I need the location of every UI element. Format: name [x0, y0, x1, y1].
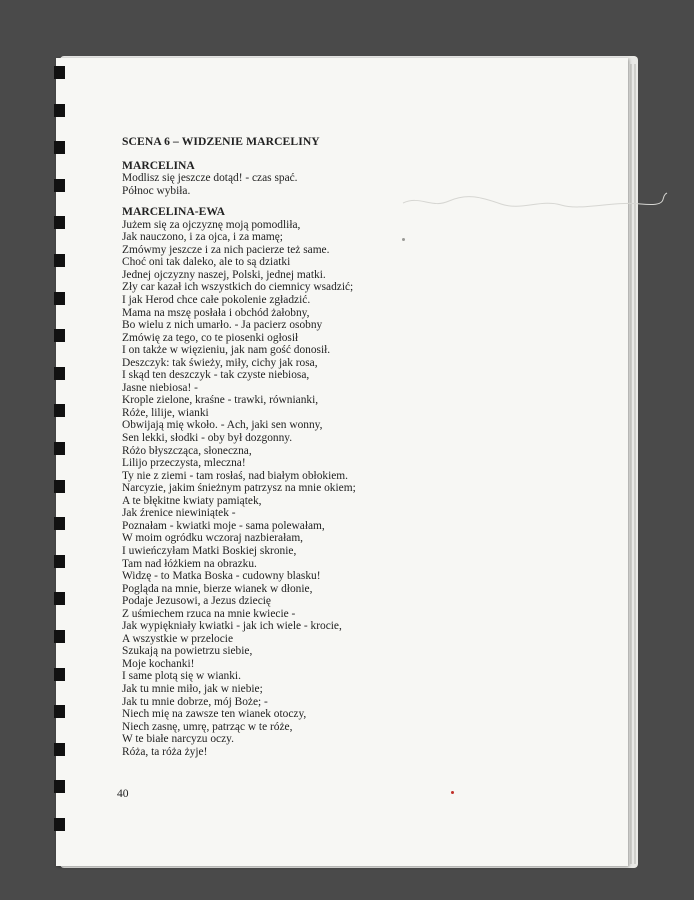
speaker-block	[122, 160, 562, 198]
verse-line: I uwieńczyłam Matki Boskiej skronie,	[122, 544, 297, 557]
verse-line: Ty nie z ziemi - tam rosłaś, nad białym obłokiem.	[122, 469, 349, 482]
verse-line: Pogląda na mnie, bierze wianek w dłonie,	[122, 582, 313, 595]
binding-hole	[54, 818, 65, 831]
page-edge	[634, 64, 636, 864]
binding-hole	[54, 480, 65, 493]
verse-line: Jednej ojczyzny naszej, Polski, jednej matki.	[122, 268, 326, 281]
verse-line: Róże, lilije, wianki	[122, 406, 209, 419]
verse-line: Jużem się za ojczyznę moją pomodliła,	[122, 218, 301, 231]
binding-hole	[54, 668, 65, 681]
binding-hole	[54, 780, 65, 793]
verse-line: Zmówię za tego, co te piosenki ogłosił	[122, 331, 299, 344]
document-content	[122, 136, 562, 767]
binding-hole	[54, 292, 65, 305]
verse-line: Narcyzie, jakim śnieżnym patrzysz na mnie okiem;	[122, 482, 356, 495]
verse-line: Lilijo przeczysta, mleczna!	[122, 457, 246, 470]
verse-line: Szukają na powietrzu siebie,	[122, 645, 253, 658]
page-edge	[630, 64, 632, 864]
verse-line: Widzę - to Matka Boska - cudowny blasku!	[122, 570, 321, 583]
binding-hole	[54, 705, 65, 718]
binding-hole	[54, 404, 65, 417]
verse-line: Tam nad łóżkiem na obrazku.	[122, 557, 257, 570]
verse-line: Z uśmiechem rzuca na mnie kwiecie -	[122, 607, 296, 620]
verse-line: Podaje Jezusowi, a Jezus dziecię	[122, 595, 271, 608]
verse-line: Modlisz się jeszcze dotąd! - czas spać.	[122, 172, 298, 185]
verse-line: A te błękitne kwiaty pamiątek,	[122, 494, 262, 507]
speaker-block	[122, 206, 562, 758]
binding-hole	[54, 254, 65, 267]
verse-line: Krople zielone, kraśne - trawki, równianki,	[122, 394, 319, 407]
verse-line: I on także w więzieniu, jak nam gość donosił.	[122, 344, 331, 357]
binding-hole	[54, 555, 65, 568]
verse-line: Jak tu mnie dobrze, mój Boże; -	[122, 695, 268, 708]
verse-line: I same plotą się w wianki.	[122, 670, 241, 683]
binding-hole	[54, 104, 65, 117]
verse-line: Niech mię na zawsze ten wianek otoczy,	[122, 708, 307, 721]
binding-hole	[54, 592, 65, 605]
binding-hole	[54, 367, 65, 380]
binding-hole	[54, 442, 65, 455]
binding-hole	[54, 141, 65, 154]
verse-line: Bo wielu z nich umarło. - Ja pacierz osobny	[122, 319, 323, 332]
verse-line: I jak Herod chce całe pokolenie zgładzić.	[122, 294, 311, 307]
verse-line: Północ wybiła.	[122, 184, 191, 197]
binding-hole	[54, 743, 65, 756]
verse-line: Jasne niebiosa! -	[122, 381, 198, 394]
verse-line: I skąd ten deszczyk - tak czyste niebiosa,	[122, 369, 310, 382]
verse-line: Zmówmy jeszcze i za nich pacierze też same.	[122, 243, 330, 256]
binding-hole	[54, 216, 65, 229]
binding-hole	[54, 179, 65, 192]
speaker-name: MARCELINA-EWA	[122, 205, 226, 219]
paper-speck	[402, 238, 405, 241]
verse-line: W te białe narcyzu oczy.	[122, 733, 234, 746]
verse-line: A wszystkie w przelocie	[122, 632, 234, 645]
scene-title: SCENA 6 – WIDZENIE MARCELINY	[122, 135, 320, 148]
speaker-name: MARCELINA	[122, 158, 195, 172]
verse-line: Jak nauczono, i za ojca, i za mamę;	[122, 231, 283, 244]
verse-line: Jak źrenice niewiniątek -	[122, 507, 236, 520]
verse-line: Zły car kazał ich wszystkich do ciemnicy wsadzić;	[122, 281, 354, 294]
verse-line: Moje kochanki!	[122, 657, 195, 670]
binding-hole	[54, 329, 65, 342]
binding-hole	[54, 66, 65, 79]
verse-line: Poznałam - kwiatki moje - sama polewałam,	[122, 519, 325, 532]
binding-hole	[54, 630, 65, 643]
verse-line: Deszczyk: tak świeży, miły, cichy jak rosa,	[122, 356, 318, 369]
spiral-binding	[52, 58, 70, 866]
binding-hole	[54, 517, 65, 530]
page-number: 40	[117, 787, 129, 800]
red-speck	[451, 791, 454, 794]
verse-line: Mama na mszę posłała i obchód żałobny,	[122, 306, 310, 319]
verse-line: W moim ogródku wczoraj nazbierałam,	[122, 532, 304, 545]
verse-line: Jak wypiękniały kwiatki - jak ich wiele - krocie,	[122, 620, 342, 633]
verse-line: Sen lekki, słodki - oby był dozgonny.	[122, 432, 293, 445]
verse-line: Róża, ta róża żyje!	[122, 745, 208, 758]
verse-line: Choć oni tak daleko, ale to są dziatki	[122, 256, 291, 269]
verse-line: Niech zasnę, umrę, patrząc w te róże,	[122, 720, 293, 733]
verse-line: Jak tu mnie miło, jak w niebie;	[122, 682, 263, 695]
verse-line: Obwijają mię wkoło. - Ach, jaki sen wonny,	[122, 419, 323, 432]
verse-line: Różo błyszcząca, słoneczna,	[122, 444, 252, 457]
